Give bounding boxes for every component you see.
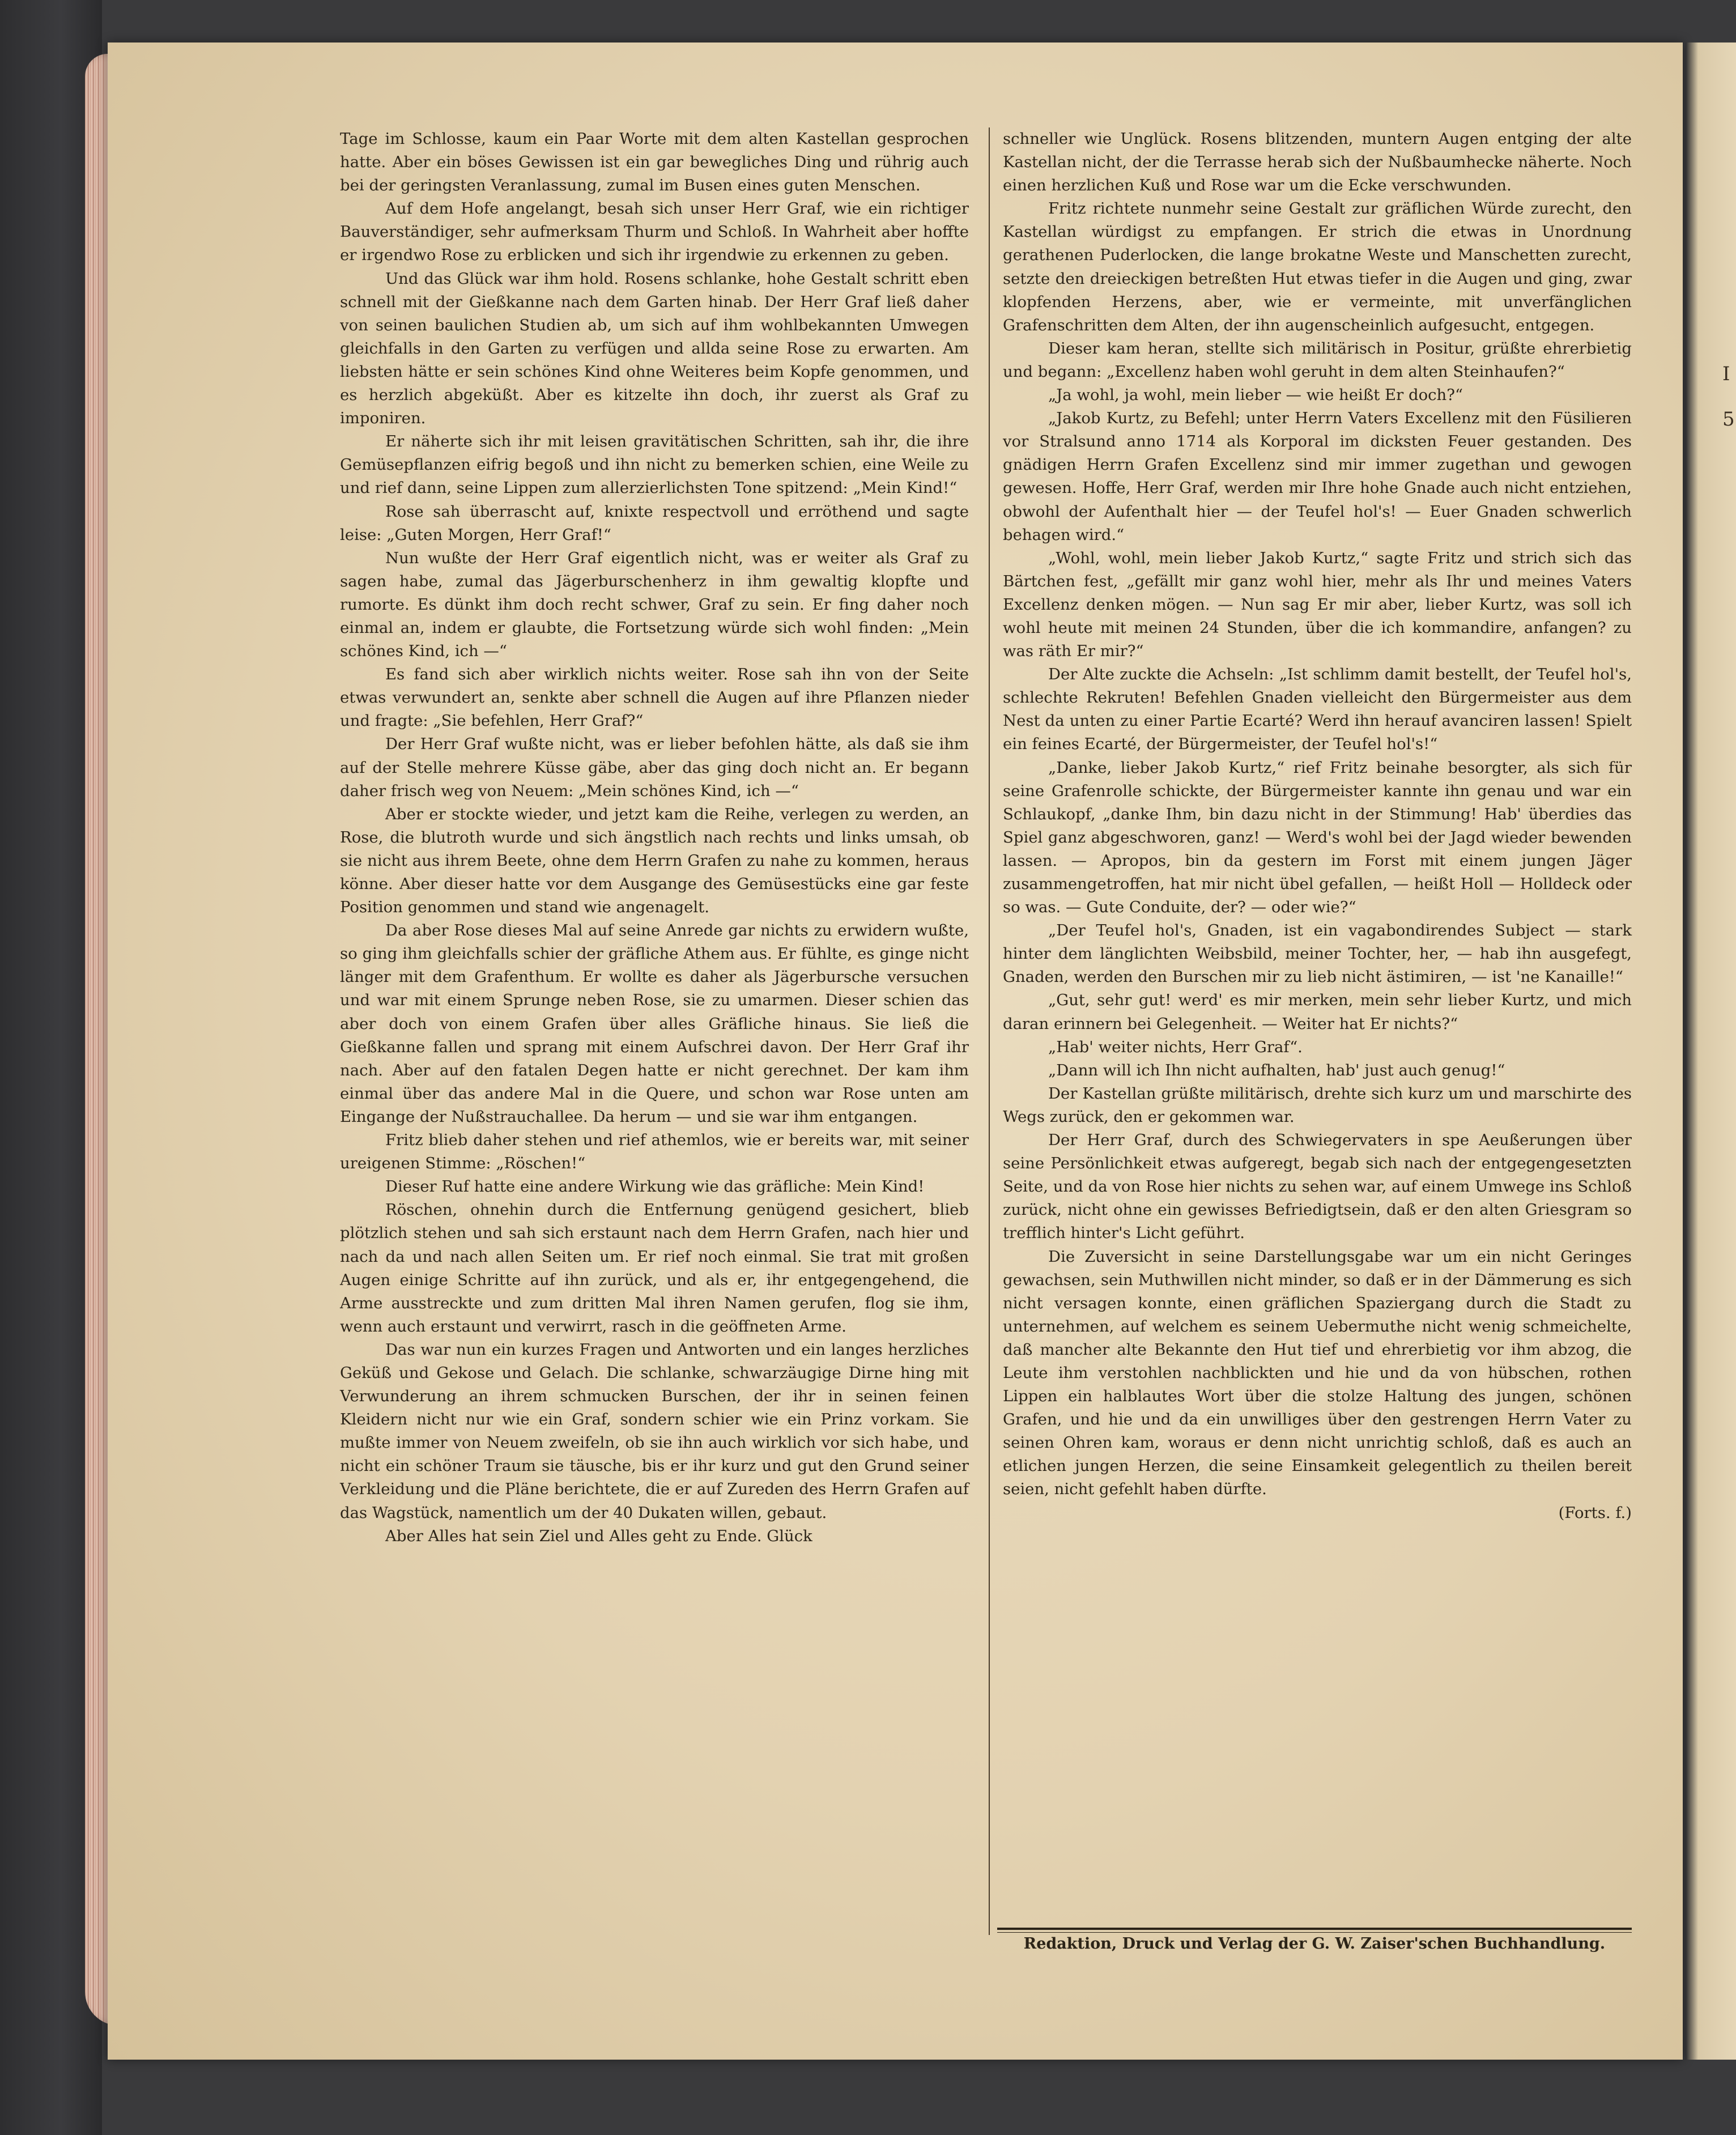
paragraph: „Danke, lieber Jakob Kurtz,“ rief Fritz beinahe besorgter, als sich für seine Grafenrolle schickte, der Bürgermeister kannte ihn genau und war ein Schlaukopf, „danke Ihm, bin dazu nicht in der Stimmung! Hab' überdies das Spiel ganz abgeschworen, ganz! — Werd's wohl bei der Jagd wieder bewenden lassen. — Apropos, bin da gestern im Forst mit einem jungen Jäger zusammengetroffen, hat mir nicht übel gefallen, — heißt Holl — Holldeck oder so was. — Gute Conduite, der? — oder wie?“ (1003, 758, 1632, 917)
paragraph: Fritz richtete nunmehr seine Gestalt zur gräflichen Würde zurecht, den Kastellan würdigst zu empfangen. Er strich die etwas in Unordnung gerathenen Puderlocken, die lange brokatne Weste und Manschetten zurecht, setzte den dreieckigen betreßten Hut etwas tiefer in die Augen und ging, zwar klopfenden Herzens, aber, wie er vermeinte, mit unverfänglichen Grafenschritten dem Alten, der ihn augenscheinlich aufgesucht, entgegen. (1003, 199, 1632, 334)
paragraph: Fritz blieb daher stehen und rief athemlos, wie er bereits war, mit seiner ureigenen Stimme: „Röschen!“ (340, 1131, 969, 1173)
paragraph: Es fand sich aber wirklich nichts weiter. Rose sah ihn von der Seite etwas verwundert an, senkte aber schnell die Augen auf ihre Pflanzen nieder und fragte: „Sie befehlen, Herr Graf?“ (340, 665, 969, 730)
paragraph: „Der Teufel hol's, Gnaden, ist ein vagabondirendes Subject — stark hinter dem länglichten Weibsbild, meiner Tochter, her, — hab ihn ausgefegt, Gnaden, werden den Burschen mir zu lieb nicht ästimiren, — ist 'ne Kanaille!“ (1003, 921, 1632, 986)
left-column (340, 127, 969, 1548)
facing-page-glyph: I (1722, 363, 1730, 385)
paragraph: schneller wie Unglück. Rosens blitzenden, muntern Augen entging der alte Kastellan nicht, der die Terrasse herab sich der Nußbaumhecke näherte. Noch einen herzlichen Kuß und Rose war um die Ecke verschwunden. (1003, 130, 1632, 195)
paragraph: Der Herr Graf, durch des Schwiegervaters in spe Aeußerungen über seine Persönlichkeit etwas aufgeregt, begab sich nach der entgegengesetzten Seite, und da von Rose hier nichts zu sehen war, auf einem Umwege ins Schloß zurück, nicht ohne ein gewisses Befriedigtsein, daß er den alten Griesgram so trefflich hinter's Licht geführt. (1003, 1131, 1632, 1243)
paragraph: „Gut, sehr gut! werd' es mir merken, mein sehr lieber Kurtz, und mich daran erinnern bei Gelegenheit. — Weiter hat Er nichts?“ (1003, 991, 1632, 1033)
paragraph: Dieser Ruf hatte eine andere Wirkung wie das gräfliche: Mein Kind! (385, 1177, 925, 1196)
column-divider (989, 127, 990, 1935)
facing-page-edge (1686, 42, 1736, 2060)
paragraph: Das war nun ein kurzes Fragen und Antworten und ein langes herzliches Geküß und Gekose und Gelach. Die schlanke, schwarzäugige Dirne hing mit Verwunderung an ihrem schmucken Burschen, der ihr in seinen feinen Kleidern nicht nur wie ein Graf, sondern schier wie ein Prinz vorkam. Sie mußte immer von Neuem zweifeln, ob sie ihn auch wirklich vor sich habe, und nicht ein schöner Traum sie täusche, bis er ihr kurz und gut den Grund seiner Verkleidung und die Pläne berichtete, die er auf Zureden des Herrn Grafen auf das Wagstück, namentlich um der 40 Dukaten willen, gebaut. (340, 1340, 969, 1522)
paragraph: Nun wußte der Herr Graf eigentlich nicht, was er weiter als Graf zu sagen habe, zumal das Jägerburschenherz in ihm gewaltig klopfte und rumorte. Es dünkt ihm doch recht schwer, Graf zu sein. Er fing daher noch einmal an, indem er glaubte, die Fortsetzung würde sich wohl finden: „Mein schönes Kind, ich —“ (340, 548, 969, 661)
paragraph: Auf dem Hofe angelangt, besah sich unser Herr Graf, wie ein richtiger Bauverständiger, sehr aufmerksam Thurm und Schloß. In Wahrheit aber hoffte er irgendwo Rose zu erblicken und sich ihr irgendwie zu erkennen zu geben. (340, 199, 969, 265)
footer-rule-thin (997, 1932, 1632, 1933)
paragraph: Dieser kam heran, stellte sich militärisch in Positur, grüßte ehrerbietig und begann: „Excellenz haben wohl geruht in dem alten Steinhaufen?“ (1003, 339, 1632, 381)
paragraph: Der Herr Graf wußte nicht, was er lieber befohlen hätte, als daß sie ihm auf der Stelle mehrere Küsse gäbe, aber das ging doch nicht an. Er begann daher frisch weg von Neuem: „Mein schönes Kind, ich —“ (340, 735, 969, 800)
paragraph: Und das Glück war ihm hold. Rosens schlanke, hohe Gestalt schritt eben schnell mit der Gießkanne nach dem Garten hinab. Der Herr Graf ließ daher von seinen baulichen Studien ab, um sich auf ihm wohlbekannten Umwegen gleichfalls in den Garten zu verfügen und allda seine Rose zu erwarten. Am liebsten hätte er sein schönes Kind ohne Weiteres beim Kopfe genommen, und es herzlich abgeküßt. Aber es kitzelte ihn doch, ihr zuerst als Graf zu imponiren. (340, 269, 969, 428)
facing-page-glyph: 5 (1722, 408, 1735, 431)
paragraph: Aber er stockte wieder, und jetzt kam die Reihe, verlegen zu werden, an Rose, die blutroth wurde und sich ängstlich nach rechts und links umsah, ob sie nicht aus ihrem Beete, ohne dem Herrn Grafen zu nahe zu kommen, heraus könne. Aber dieser hatte vor dem Ausgange des Gemüsestücks eine gar feste Position genommen und stand wie angenagelt. (340, 805, 969, 917)
paragraph: Die Zuversicht in seine Darstellungsgabe war um ein nicht Geringes gewachsen, sein Muthwillen nicht minder, so daß er in der Dämmerung es sich nicht versagen konnte, einen gräflichen Spaziergang durch die Stadt zu unternehmen, auf welchem es seinem Uebermuthe nicht wenig schmeichelte, daß mancher alte Bekannte den Hut tief und ehrerbietig vor ihm abzog, die Leute ihm verstohlen nachblickten und hie und da von hübschen, rothen Lippen ein halblautes Wort über die stolze Haltung des jungen, schönen Grafen, und hie und da ein unwilliges über den gestrengen Herrn Vater zu seinen Ohren kam, woraus er denn nicht unrichtig schloß, daß es auch an etlichen jungen Herzen, die seine Einsamkeit gelegentlich zu theilen bereit seien, nicht gefehlt haben dürfte. (1003, 1247, 1632, 1499)
continuation-note: (Forts. f.) (1558, 1503, 1632, 1522)
paragraph: Rose sah überrascht auf, knixte respectvoll und erröthend und sagte leise: „Guten Morgen, Herr Graf!“ (340, 502, 969, 544)
paragraph: Er näherte sich ihr mit leisen gravitätischen Schritten, sah ihr, die ihre Gemüsepflanzen eifrig begoß und ihn nicht zu bemerken schien, eine Weile zu und rief dann, seine Lippen zum allerzierlichsten Tone spitzend: „Mein Kind!“ (340, 432, 969, 497)
paragraph: „Hab' weiter nichts, Herr Graf“. (1048, 1037, 1303, 1056)
paragraph: Der Alte zuckte die Achseln: „Ist schlimm damit bestellt, der Teufel hol's, schlechte Rekruten! Befehlen Gnaden vielleicht den Bürgermeister aus dem Nest da unten zu einer Partie Ecarté? Werd ihn herauf avanciren lassen! Spielt ein feines Ecarté, der Bürgermeister, der Teufel hol's!“ (1003, 665, 1632, 754)
paragraph: Tage im Schlosse, kaum ein Paar Worte mit dem alten Kastellan gesprochen hatte. Aber ein böses Gewissen ist ein gar bewegliches Ding und rührig auch bei der geringsten Veranlassung, zumal im Busen eines guten Menschen. (340, 130, 969, 195)
paragraph: Da aber Rose dieses Mal auf seine Anrede gar nichts zu erwidern wußte, so ging ihm gleichfalls schier der gräfliche Athem aus. Er fühlte, es ginge nicht länger mit dem Grafenthum. Er wollte es daher als Jägerbursche versuchen und war mit einem Sprunge neben Rose, sie zu umarmen. Dieser schien das aber doch von einem Grafen über alles Gräfliche hinaus. Sie ließ die Gießkanne fallen und sprang mit einem Aufschrei davon. Der Herr Graf ihr nach. Aber auf den fatalen Degen hatte er nicht gerechnet. Der kam ihm einmal über das andere Mal in die Quere, und schon war Rose unten am Eingange der Nußstrauchallee. Da herum — und sie war ihm entgangen. (340, 921, 969, 1126)
footer-rule (997, 1928, 1632, 1930)
paragraph: „Jakob Kurtz, zu Befehl; unter Herrn Vaters Excellenz mit den Füsilieren vor Stralsund anno 1714 als Korporal im dicksten Feuer gestanden. Des gnädigen Herrn Grafen Excellenz sind mir immer zugethan und gewogen gewesen. Hoffe, Herr Graf, werden mir Ihre hohe Gnade auch nicht entziehen, obwohl der Aufenthalt hier — der Teufel hol's! — Euer Gnaden schwerlich behagen wird.“ (1003, 409, 1632, 544)
paragraph: „Ja wohl, ja wohl, mein lieber — wie heißt Er doch?“ (1048, 386, 1463, 405)
right-column (1003, 127, 1632, 1525)
paragraph: „Wohl, wohl, mein lieber Jakob Kurtz,“ sagte Fritz und strich sich das Bärtchen fest, „gefällt mir ganz wohl hier, mehr als Ihr und meines Vaters Excellenz denken mögen. — Nun sag Er mir aber, lieber Kurtz, was soll ich wohl heute mit meinen 24 Stunden, über die ich kommandire, anfangen? zu was räth Er mir?“ (1003, 548, 1632, 661)
publisher-imprint: Redaktion, Druck und Verlag der G. W. Zaiser'schen Buchhandlung. (1023, 1935, 1606, 1953)
paragraph: Aber Alles hat sein Ziel und Alles geht zu Ende. Glück (385, 1526, 812, 1545)
paragraph: „Dann will ich Ihn nicht aufhalten, hab' just auch genug!“ (1048, 1061, 1505, 1079)
paragraph: Röschen, ohnehin durch die Entfernung genügend gesichert, blieb plötzlich stehen und sah sich erstaunt nach dem Herrn Grafen, nach hier und nach da und nach allen Seiten um. Er rief noch einmal. Sie trat mit großen Augen einige Schritte auf ihn zurück, und als er, ihr entgegengehend, die Arme ausstreckte und zum dritten Mal ihren Namen gerufen, flog sie ihm, wenn auch erstaunt und verwirrt, rasch in die geöffneten Arme. (340, 1201, 969, 1336)
paragraph: Der Kastellan grüßte militärisch, drehte sich kurz um und marschirte des Wegs zurück, den er gekommen war. (1003, 1084, 1632, 1126)
